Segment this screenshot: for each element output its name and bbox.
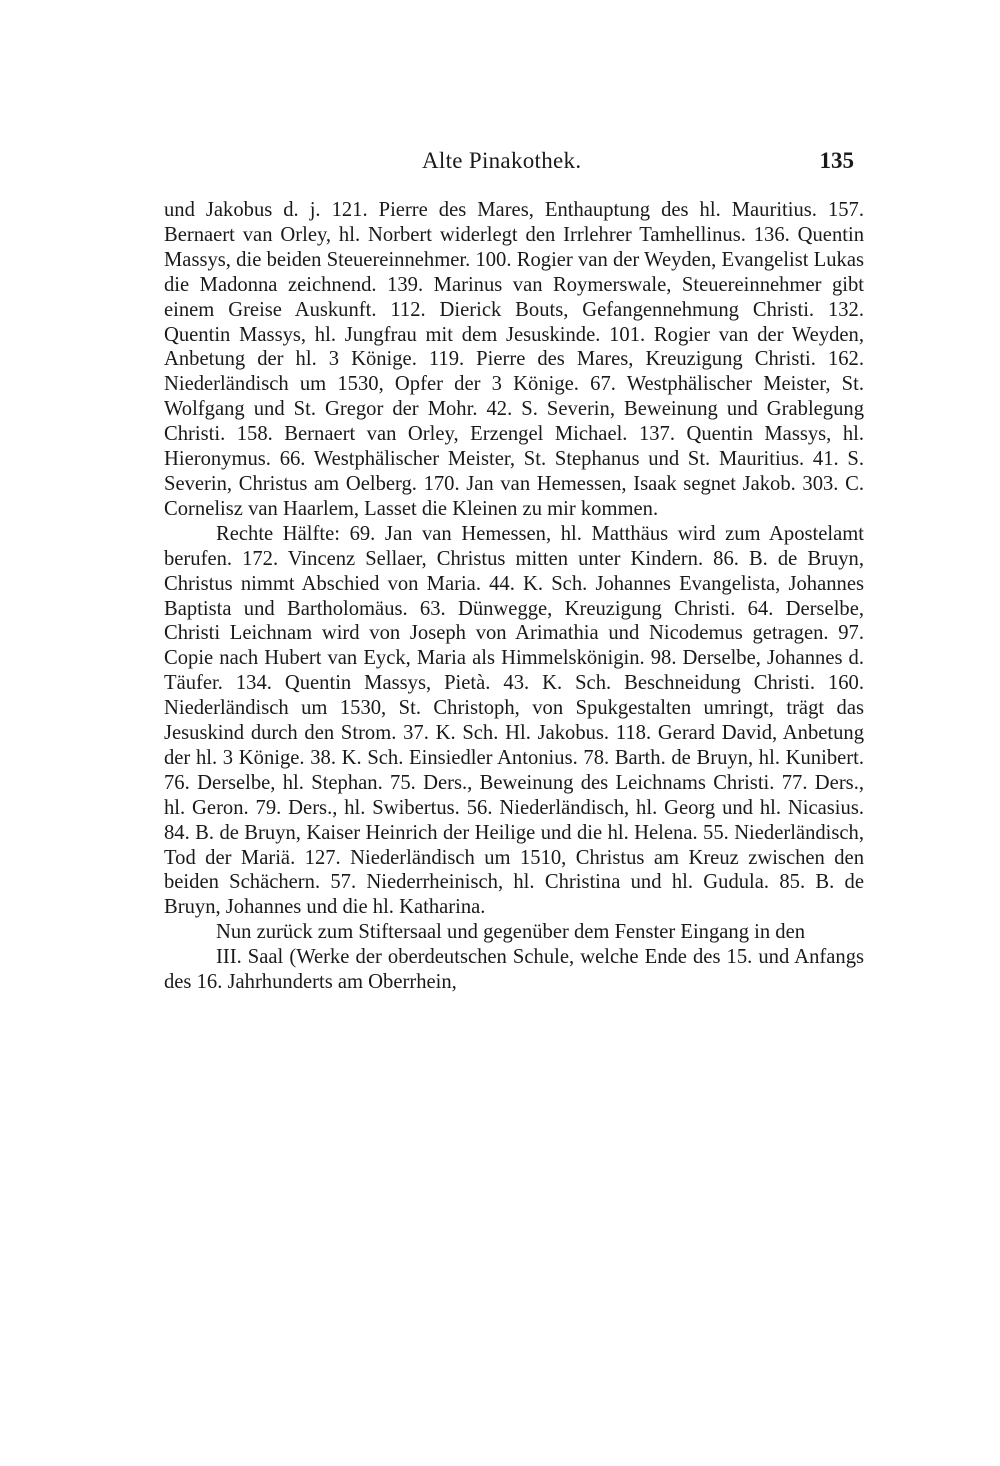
body-text [164,198,864,995]
running-title: Alte Pinakothek. [422,148,582,173]
running-head [164,148,864,184]
paragraph-saal-iii: III. Saal (Werke der oberdeutschen Schule, welche Ende des 15. und Anfangs des 16. Jahrhunderts am Oberrhein, [164,946,864,994]
paragraph-nun-zurueck: Nun zurück zum Stiftersaal und gegenüber dem Fenster Eingang in den [216,921,806,944]
page-number: 135 [819,148,854,173]
book-page [164,148,864,995]
paragraph-continuation: und Jakobus d. j. 121. Pierre des Mares, Enthauptung des hl. Mauritius. 157. Bernaert van Orley, hl. Norbert widerlegt den Irrlehrer Tamhellinus. 136. Quentin Massys, die beiden Steuereinnehmer. 100. Rogier van der Weyden, Evangelist Lukas die Madonna zeichnend. 139. Marinus van Roymerswale, Steuereinnehmer gibt einem Greise Auskunft. 112. Dierick Bouts, Gefangennehmung Christi. 132. Quentin Massys, hl. Jungfrau mit dem Jesuskinde. 101. Rogier van der Weyden, Anbetung der hl. 3 Könige. 119. Pierre des Mares, Kreuzigung Christi. 162. Niederländisch um 1530, Opfer der 3 Könige. 67. Westphälischer Meister, St. Wolfgang und St. Gregor der Mohr. 42. S. Severin, Beweinung und Grablegung Christi. 158. Bernaert van Orley, Erzengel Michael. 137. Quentin Massys, hl. Hieronymus. 66. Westphälischer Meister, St. Stephanus und St. Mauritius. 41. S. Severin, Christus am Oelberg. 170. Jan van Hemessen, Isaak segnet Jakob. 303. C. Cornelisz van Haarlem, Lasset die Kleinen zu mir kommen. [164,199,864,520]
paragraph-rechte-haelfte: Rechte Hälfte: 69. Jan van Hemessen, hl. Matthäus wird zum Apostelamt berufen. 172. Vincenz Sellaer, Christus mitten unter Kindern. 86. B. de Bruyn, Christus nimmt Abschied von Maria. 44. K. Sch. Johannes Evangelista, Johannes Baptista und Bartholomäus. 63. Dünwegge, Kreuzigung Christi. 64. Derselbe, Christi Leichnam wird von Joseph von Arimathia und Nicodemus getragen. 97. Copie nach Hubert van Eyck, Maria als Himmelskönigin. 98. Derselbe, Johannes d. Täufer. 134. Quentin Massys, Pietà. 43. K. Sch. Beschneidung Christi. 160. Niederländisch um 1530, St. Christoph, von Spukgestalten umringt, trägt das Jesuskind durch den Strom. 37. K. Sch. Hl. Jakobus. 118. Gerard David, Anbetung der hl. 3 Könige. 38. K. Sch. Einsiedler Antonius. 78. Barth. de Bruyn, hl. Kunibert. 76. Derselbe, hl. Stephan. 75. Ders., Beweinung des Leichnams Christi. 77. Ders., hl. Geron. 79. Ders., hl. Swibertus. 56. Niederländisch, hl. Georg und hl. Nicasius. 84. B. de Bruyn, Kaiser Heinrich der Heilige und die hl. Helena. 55. Niederländisch, Tod der Mariä. 127. Niederländisch um 1510, Christus am Kreuz zwischen den beiden Schächern. 57. Niederrheinisch, hl. Christina und hl. Gudula. 85. B. de Bruyn, Johannes und die hl. Katharina. [164,522,864,919]
